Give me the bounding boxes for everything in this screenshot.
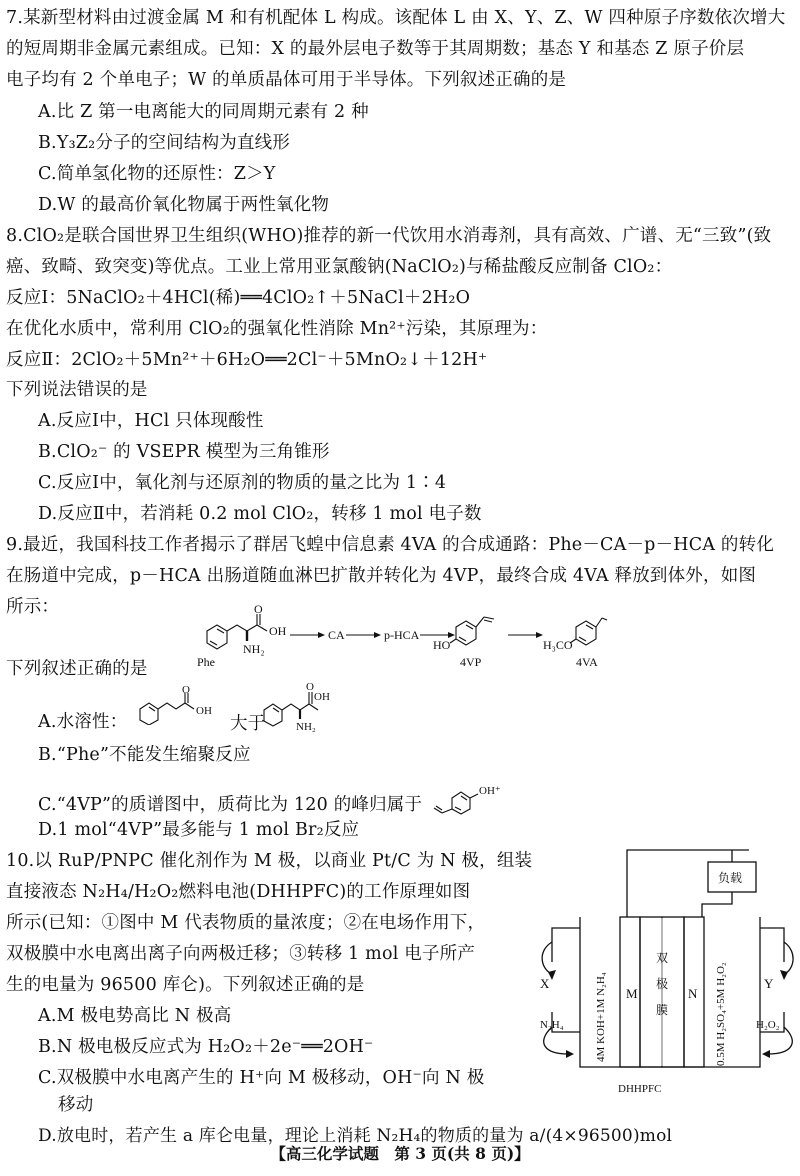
q7-option-d: D.W 的最高价氧化物属于两性氧化物 (38, 195, 330, 215)
q8-reaction-1: 反应Ⅰ：5NaClO₂＋4HCl(稀)══4ClO₂↑＋5NaCl＋2H₂O (6, 288, 471, 308)
q9-option-c-ion-structure (428, 780, 508, 818)
q10-option-c-cont: 移动 (58, 1095, 94, 1115)
q9-option-c-oh-plus: OH⁺ (479, 785, 501, 797)
q10-line-4: 双极膜中水电离出离子向两极迁移；③转移 1 mol 电子所产 (6, 944, 476, 964)
q9-line-2: 在肠道中完成，p－HCA 出肠道随血淋巴扩散并转化为 4VP，最终合成 4VA 释放到体外，如图 (6, 566, 757, 586)
q8-option-a: A.反应Ⅰ中，HCl 只体现酸性 (38, 411, 264, 431)
n2h4-inlet-label: N₂H₄ (540, 1019, 564, 1031)
q9-stem: 下列叙述正确的是 (6, 659, 148, 679)
page-footer: 【高三化学试题 第 3 页(共 8 页)】 (270, 1144, 530, 1163)
q7-line-1: 7.某新型材料由过渡金属 M 和有机配体 L 构成。该配体 L 由 X、Y、Z、W 四种原子序数依次增大 (6, 8, 786, 28)
q10-option-c: C.双极膜中水电离产生的 H⁺向 M 极移动，OH⁻向 N 极 (38, 1068, 485, 1088)
q10-line-1: 10.以 RuP/PNPC 催化剂作为 M 极，以商业 Pt/C 为 N 极，组装 (6, 851, 533, 871)
q8-option-b: B.ClO₂⁻ 的 VSEPR 模型为三角锥形 (38, 442, 330, 462)
q10-line-2: 直接液态 N₂H₄/H₂O₂燃料电池(DHHPFC)的工作原理如图 (6, 882, 471, 902)
q7-line-2: 的短周期非金属元素组成。已知：X 的最外层电子数等于其周期数；基态 Y 和基态 Z 原子价层 (6, 39, 745, 59)
q10-option-b: B.N 极电极反应式为 H₂O₂＋2e⁻══2OH⁻ (38, 1037, 374, 1057)
q8-line-1: 8.ClO₂是联合国世界卫生组织(WHO)推荐的新一代饮用水消毒剂，具有高效、广谱、无“三致”(致 (6, 226, 772, 246)
x-label: X (540, 976, 550, 991)
q10-option-a: A.M 极电势高比 N 极高 (38, 1006, 232, 1026)
q9-option-a-structure-1 (136, 685, 228, 725)
q8-line-2: 癌、致畸、致突变)等优点。工业上常用亚氯酸钠(NaClO₂)与稀盐酸反应制备 ClO₂： (6, 257, 673, 277)
q9-option-a-o-2: O (306, 681, 314, 693)
cell-caption: DHHPFC (618, 1083, 662, 1095)
4vp-ho-label: HO (433, 638, 451, 652)
q9-option-a-prefix: A.水溶性： (38, 712, 128, 732)
q8-option-d: D.反应Ⅱ中，若消耗 0.2 mol ClO₂，转移 1 mol 电子数 (38, 504, 482, 524)
h2o2-inlet-label: H₂O₂ (756, 1019, 780, 1031)
q7-option-a: A.比 Z 第一电离能大的同周期元素有 2 种 (38, 102, 369, 122)
phe-benzene-ring (207, 625, 227, 649)
q9-option-a-oh-1: OH (196, 705, 212, 717)
membrane-char-2: 极 (656, 977, 669, 991)
q9-line-3: 所示： (6, 597, 60, 617)
membrane-char-1: 双 (656, 951, 669, 965)
4va-benzene-ring (576, 621, 596, 645)
q7-option-c: C.简单氢化物的还原性：Z＞Y (38, 164, 276, 184)
q10-line-3: 所示(已知：①图中 M 代表物质的量浓度；②在电场作用下， (6, 913, 486, 933)
synthesis-scheme (188, 605, 608, 673)
q7-option-b: B.Y₃Z₂分子的空间结构为直线形 (38, 133, 291, 153)
q9-option-a-o: O (182, 685, 190, 696)
q9-option-a-structure-2 (260, 676, 344, 732)
ca-label: CA (328, 628, 345, 642)
phe-o-label: O (254, 605, 263, 616)
q9-option-b: B.“Phe”不能发生缩聚反应 (38, 745, 251, 765)
load-label: 负载 (718, 871, 743, 885)
4vp-label: 4VP (460, 655, 482, 669)
4vp-benzene-ring (456, 621, 476, 645)
q10-line-5: 生的电量为 96500 库仑)。下列叙述正确的是 (6, 975, 365, 995)
phe-nh2-label: NH₂ (243, 642, 265, 656)
y-label: Y (764, 976, 774, 991)
right-solution-label: 0.5M H₂SO₄+5M H₂O₂ (715, 962, 727, 1066)
membrane-char-3: 膜 (656, 1003, 669, 1017)
q8-line-4: 在优化水质中，常利用 ClO₂的强氧化性消除 Mn²⁺污染，其原理为： (6, 319, 548, 339)
q9-line-1: 9.最近，我国科技工作者揭示了群居飞蝗中信息素 4VA 的合成通路：Phe－CA－p－HCA 的转化 (6, 535, 775, 555)
phe-oh-label: OH (269, 624, 287, 638)
q8-reaction-2: 反应Ⅱ：2ClO₂＋5Mn²⁺＋6H₂O══2Cl⁻＋5MnO₂↓＋12H⁺ (6, 350, 488, 370)
q9-option-a-mid: 大于 (230, 714, 266, 734)
fuel-cell-diagram (538, 842, 794, 1100)
m-label: M (626, 986, 638, 1001)
phca-label: p-HCA (384, 628, 420, 642)
q9-option-a-oh-2: OH (314, 691, 330, 703)
q7-line-3: 电子均有 2 个单电子；W 的单质晶体可用于半导体。下列叙述正确的是 (6, 70, 567, 90)
q10-option-d: D.放电时，若产生 a 库仑电量，理论上消耗 N₂H₄的物质的量为 a/(4×96500)mol (38, 1126, 673, 1146)
q9-option-a-nh2: NH₂ (296, 721, 316, 732)
q9-option-d: D.1 mol“4VP”最多能与 1 mol Br₂反应 (38, 820, 360, 840)
phe-label: Phe (197, 655, 215, 669)
q9-option-c: C.“4VP”的质谱图中，质荷比为 120 的峰归属于 (38, 795, 423, 815)
4va-h3co-label: H₃CO (543, 638, 573, 652)
n-label: N (688, 986, 698, 1001)
q8-stem: 下列说法错误的是 (6, 380, 148, 400)
4va-label: 4VA (576, 655, 598, 669)
q8-option-c: C.反应Ⅰ中，氧化剂与还原剂的物质的量之比为 1∶4 (38, 473, 447, 493)
left-solution-label: 4M KOH+1M N₂H₄ (595, 972, 607, 1062)
